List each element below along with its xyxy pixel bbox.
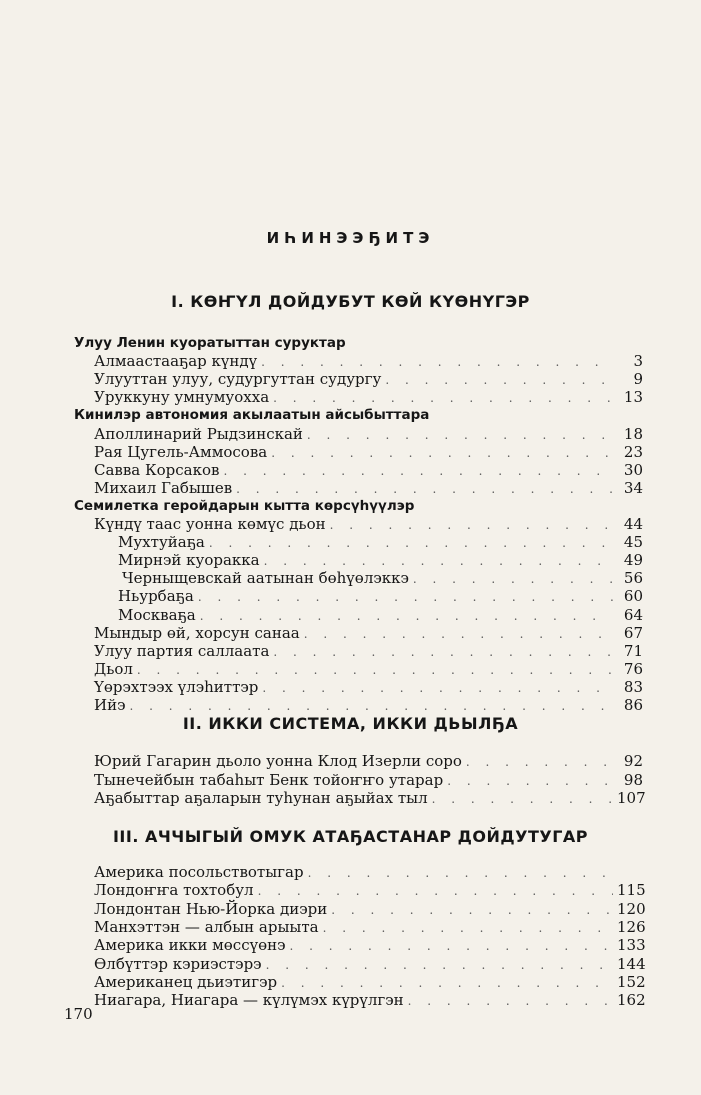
- toc-page-number: 13: [623, 388, 643, 407]
- toc-page-number: 120: [617, 899, 646, 918]
- toc-entry: [94, 387, 643, 407]
- toc-entry-title: Рая Цугель-Аммосова: [94, 442, 268, 461]
- toc-page-number: 126: [617, 917, 646, 936]
- toc-entry-title: Юрий Гагарин дьоло уонна Клод Изерли соро: [94, 752, 462, 770]
- toc-entry: [94, 990, 646, 1010]
- page-title: ИҺИНЭЭҔИТЭ: [266, 229, 435, 247]
- toc-entry-title: Лондоҥҥа тохтобул: [94, 881, 254, 900]
- toc-entry-title: Улууттан улуу, судургуттан судургу: [94, 370, 382, 389]
- toc-page-number: 3: [633, 352, 643, 371]
- toc-entry-title: Тынечейбын табаһыт Бенк тойоҥҥо утарар: [94, 770, 444, 789]
- page-number: 170: [64, 1005, 93, 1023]
- toc-entry-title: Ниагара, Ниагара — күлүмэх күрүлгэн: [94, 991, 404, 1010]
- toc-entry-title: Ньурбаҕа: [118, 587, 194, 606]
- toc-entry-title: Мындыр өй, хорсун санаа: [94, 623, 300, 642]
- toc-entry: [94, 751, 643, 771]
- toc-page-number: 60: [623, 587, 643, 606]
- toc-page-number: 162: [617, 991, 646, 1010]
- toc-page-number: 44: [623, 515, 643, 533]
- toc-entry: [94, 935, 646, 955]
- toc-entry-title: Уруккуну умнумуохха: [94, 388, 270, 407]
- toc-entry-title: Мухтуйаҕа: [118, 533, 205, 552]
- toc-page-number: 107: [617, 789, 646, 807]
- toc-group-heading: [74, 405, 643, 425]
- toc-page-number: 144: [617, 954, 646, 973]
- toc-entry: [118, 586, 643, 606]
- toc-entry: [94, 862, 643, 882]
- toc-page-number: 92: [623, 752, 643, 770]
- toc-entry-title: Американец дьиэтигэр: [94, 972, 278, 991]
- toc-entry-title: Черныщевскай аатынан бөһүөлэккэ: [122, 569, 409, 588]
- toc-entry-title: Алмаастааҕар күндү: [94, 352, 258, 371]
- toc-page-number: 152: [617, 972, 646, 991]
- toc-entry-title: Күндү таас уонна көмүс дьон: [94, 515, 326, 533]
- toc-entry: [94, 899, 646, 919]
- toc-group-heading: [74, 333, 643, 353]
- toc-entry: [94, 514, 643, 534]
- toc-entry: [94, 677, 643, 697]
- toc-entry: [94, 369, 643, 389]
- section-heading: II. ИККИ СИСТЕМА, ИККИ ДЬЫЛҔА: [182, 714, 519, 733]
- toc-entry-title: Семилетка геройдарын кытта көрсүһүүлэр: [74, 497, 415, 514]
- toc-page-number: 34: [623, 478, 643, 497]
- toc-entry: [94, 880, 646, 900]
- toc-entry-title: Ийэ: [94, 696, 126, 714]
- toc-group-heading: [74, 496, 643, 516]
- toc-entry: [118, 605, 643, 625]
- toc-entry: [94, 695, 643, 715]
- toc-entry: [94, 770, 643, 790]
- toc-page-number: 67: [623, 623, 643, 642]
- toc-page-number: 71: [623, 641, 643, 660]
- toc-entry: [94, 788, 646, 808]
- section-heading: III. АЧЧЫГЫЙ ОМУК АТАҔАСТАНАР ДОЙДУТУГАР: [112, 827, 589, 846]
- toc-entry-title: Савва Корсаков: [94, 460, 220, 479]
- toc-entry-title: Дьол: [94, 659, 133, 678]
- toc-page-number: 18: [623, 424, 643, 443]
- toc-leader-dots: [129, 696, 613, 716]
- toc-page-number: 9: [633, 370, 643, 389]
- toc-entry: [122, 568, 643, 588]
- toc-page-number: 30: [623, 460, 643, 479]
- toc-page-number: 23: [623, 442, 643, 461]
- toc-page-number: 115: [617, 881, 646, 900]
- toc-entry-title: Улуу Ленин куоратыттан суруктар: [74, 335, 346, 351]
- toc-entry: [94, 478, 643, 498]
- toc-entry: [94, 351, 643, 371]
- toc-entry-title: Аполлинарий Рыдзинскай: [94, 424, 303, 443]
- toc-entry: [118, 532, 643, 552]
- toc-page-number: 133: [617, 936, 646, 955]
- toc-entry-title: Лондонтан Нью-Йорка диэри: [94, 899, 328, 918]
- toc-entry-title: Америка посольствотыгар: [94, 863, 304, 881]
- toc-page-number: 49: [623, 551, 643, 570]
- toc-entry-title: Америка икки мөссүөнэ: [94, 936, 286, 955]
- toc-entry-title: Манхэттэн — албын арыыта: [94, 917, 319, 936]
- toc-entry: [94, 442, 643, 462]
- toc-entry-title: Михаил Габышев: [94, 478, 233, 497]
- toc-entry-title: Өлбүттэр кэриэстэрэ: [94, 954, 262, 973]
- toc-page-number: 56: [623, 569, 643, 588]
- toc-entry-title: Москваҕа: [118, 605, 196, 624]
- toc-page-number: 45: [623, 533, 643, 552]
- toc-entry: [94, 424, 643, 444]
- toc-entry: [118, 550, 643, 570]
- toc-page-number: 86: [623, 696, 643, 714]
- toc-entry-title: Аҕабыттар аҕаларын туһунан аҕыйах тыл: [94, 789, 428, 807]
- toc-entry: [94, 460, 643, 480]
- toc-leader-dots: [408, 991, 613, 1011]
- toc-page-number: 76: [623, 659, 643, 678]
- toc-entry: [94, 954, 646, 974]
- toc-entry: [94, 917, 646, 937]
- toc-page-number: 98: [623, 770, 643, 789]
- toc-entry-title: Мирнэй куоракка: [118, 551, 260, 570]
- toc-entry-title: Кинилэр автономия акылаатын айсыбыттара: [74, 407, 430, 424]
- toc-entry-title: Улуу партия саллаата: [94, 641, 270, 660]
- toc-entry: [94, 623, 643, 643]
- toc-entry: [94, 641, 643, 661]
- toc-page-number: 83: [623, 677, 643, 696]
- toc-page-number: 64: [623, 605, 643, 624]
- toc-entry: [94, 972, 646, 992]
- toc-leader-dots: [432, 789, 613, 809]
- section-heading: I. КӨҤҮЛ ДОЙДУБУТ КӨЙ КҮӨНҮГЭР: [171, 292, 530, 311]
- toc-entry-title: Үөрэхтээх үлэһиттэр: [94, 677, 259, 696]
- toc-entry: [94, 659, 643, 679]
